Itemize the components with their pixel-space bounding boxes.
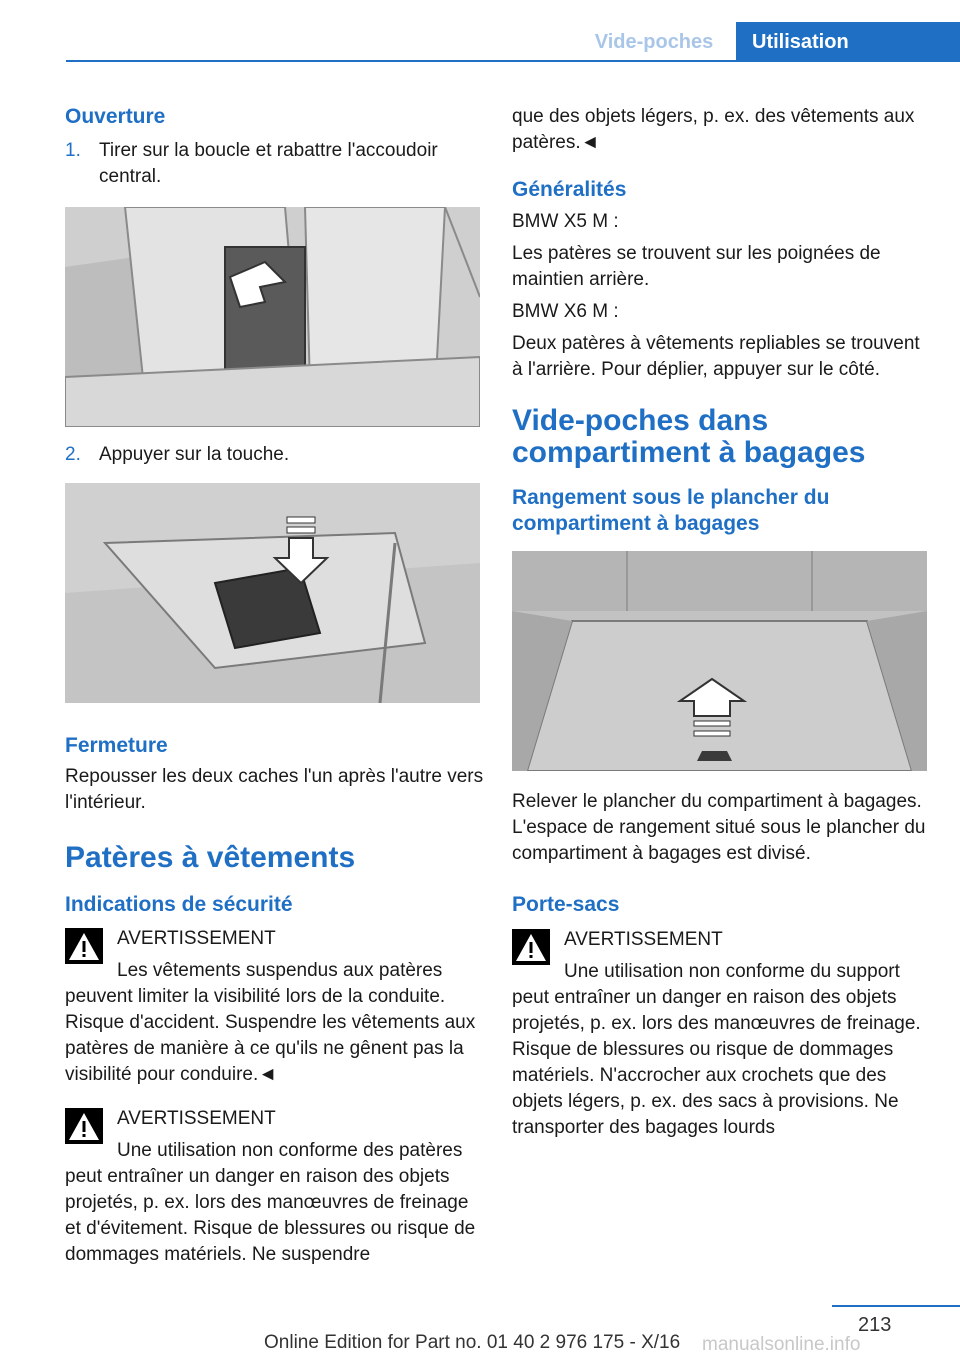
x6-text: Deux patères à vêtements repliables se trouvent à l'arrière. Pour déplier, appuyer sur le côté. xyxy=(512,333,920,380)
warning-3 xyxy=(512,927,932,1141)
button-image xyxy=(65,483,480,703)
header-rule xyxy=(66,60,960,62)
fermeture-text: Repousser les deux caches l'un après l'autre vers l'intérieur. xyxy=(65,766,484,813)
warning-2-body xyxy=(65,1138,485,1268)
storage-button-illustration xyxy=(65,483,480,703)
step-1-number: 1. xyxy=(65,140,81,161)
pateres-heading: Patères à vêtements xyxy=(65,841,356,874)
x6-label: BMW X6 M : xyxy=(512,301,619,322)
warning-1-first-line: Les vêtements suspendus aux patères xyxy=(117,960,443,981)
step-1 xyxy=(65,138,485,190)
fermeture-heading: Fermeture xyxy=(65,734,168,757)
warning-2-text: peut entraîner un danger en raison des objets projetés, p. ex. lors des manœuvres de freinage et d'évitement. Risque de blessures ou risque de dommages matériels. Ne suspendre xyxy=(65,1166,476,1265)
securite-heading: Indications de sécurité xyxy=(65,893,293,916)
x5-text: Les patères se trouvent sur les poignées de maintien arrière. xyxy=(512,243,881,290)
x5-label: BMW X5 M : xyxy=(512,211,619,232)
section-tab: Vide-poches xyxy=(594,31,714,53)
armrest-illustration xyxy=(65,207,480,427)
portesacs-heading: Porte-sacs xyxy=(512,893,620,916)
continued-text: que des objets légers, p. ex. des vêtements aux patères.◄ xyxy=(512,106,915,153)
videpoches-heading: Vide-poches dans compartiment à bagages xyxy=(512,404,866,469)
warning-1-body xyxy=(65,958,485,1088)
warning-3-first-line: Une utilisation non conforme du support xyxy=(564,961,900,982)
warning-3-text: peut entraîner un danger en raison des objets projetés, p. ex. lors des manœuvres de freinage. Risque de blessures ou risque de dommages matériels. N'accrocher aux crochets que des objets légers, p. ex. des sacs à provisions. Ne transporter des bagages lourds xyxy=(512,987,921,1138)
armrest-image xyxy=(65,207,480,427)
footer-rule xyxy=(832,1305,960,1307)
chapter-tab: Utilisation xyxy=(736,22,960,62)
warning-2-first-line: Une utilisation non conforme des patères xyxy=(117,1140,463,1161)
step-1-text: Tirer sur la boucle et rabattre l'accoudoir central. xyxy=(99,140,438,187)
warning-triangle-icon xyxy=(65,928,103,964)
warning-2-title: AVERTISSEMENT xyxy=(117,1108,276,1129)
warning-1-text: peuvent limiter la visibilité lors de la conduite. Risque d'accident. Suspendre les vêtements aux patères de manière à ce qu'ils ne gênent pas la visibilité pour conduire.◄ xyxy=(65,986,476,1085)
generalites-heading: Généralités xyxy=(512,178,627,201)
right-column xyxy=(512,104,932,1141)
warning-1-title: AVERTISSEMENT xyxy=(117,928,276,949)
warning-2 xyxy=(65,1106,485,1268)
trunk-floor-illustration xyxy=(512,551,927,771)
watermark: manualsonline.info xyxy=(702,1334,861,1355)
trunk-image xyxy=(512,551,927,771)
warning-triangle-icon xyxy=(65,1108,103,1144)
warning-1 xyxy=(65,926,485,1088)
edition-text: Online Edition for Part no. 01 40 2 976 175 - X/16 xyxy=(264,1332,681,1353)
step-2 xyxy=(65,442,485,468)
rangement-heading: Rangement sous le plancher du compartiment à bagages xyxy=(512,486,830,535)
ouverture-heading: Ouverture xyxy=(65,105,166,128)
step-2-text: Appuyer sur la touche. xyxy=(99,444,290,465)
left-column xyxy=(65,100,485,1268)
page-number: 213 xyxy=(858,1314,892,1336)
warning-3-body xyxy=(512,959,932,1141)
step-2-number: 2. xyxy=(65,444,81,465)
rangement-text: Relever le plancher du compartiment à bagages. L'espace de rangement situé sous le plancher du compartiment à bagages est divisé. xyxy=(512,791,926,864)
warning-3-title: AVERTISSEMENT xyxy=(564,929,723,950)
warning-triangle-icon xyxy=(512,929,550,965)
